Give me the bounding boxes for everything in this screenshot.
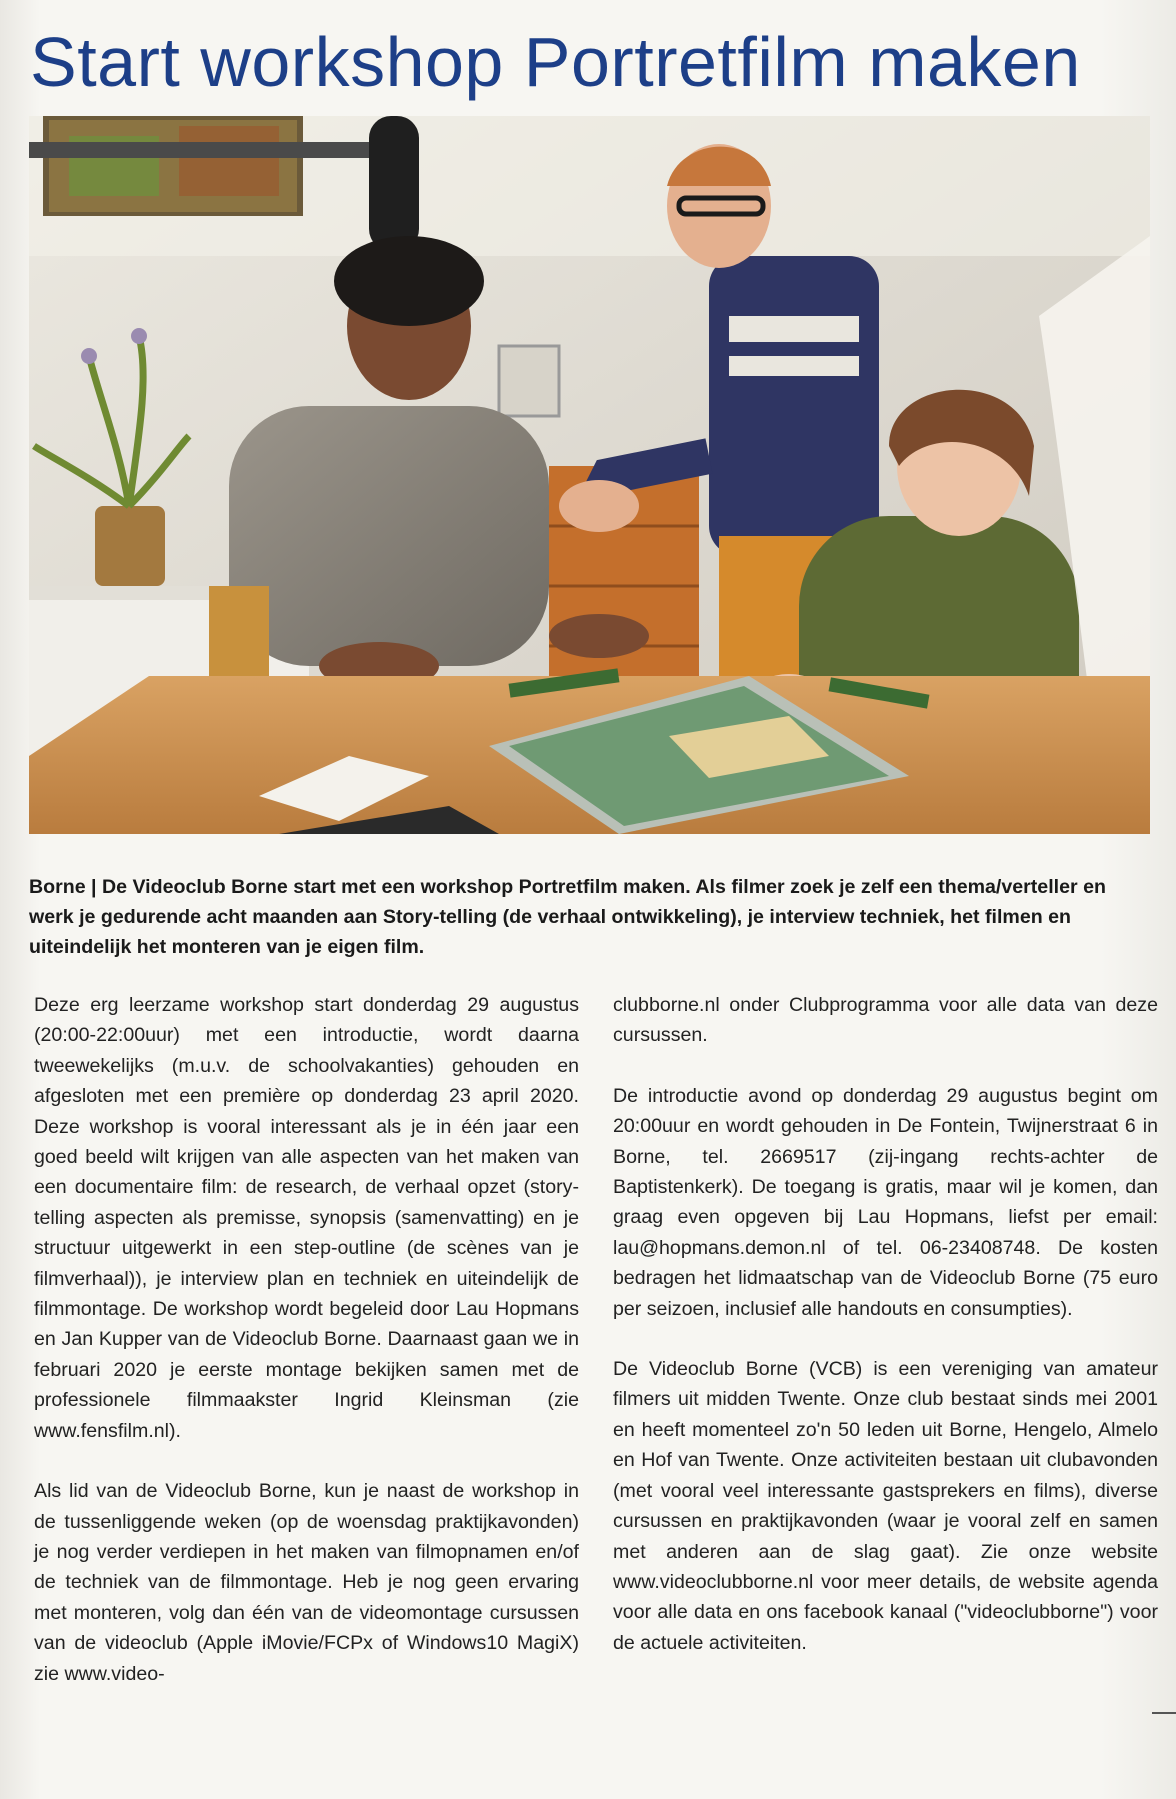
- article-photo: [29, 116, 1150, 834]
- article-paragraph: De introductie avond op donderdag 29 augustus begint om 20:00uur en wordt gehouden in De Fontein, Twijnerstraat 6 in Borne, tel. 2669517 (zij-ingang rechts-achter de Baptistenkerk). De toegang is gratis, maar wil je komen, dan graag even opgeven bij Lau Hopmans, liefst per email: lau@hopmans.demon.nl of tel. 06-23408748. De kosten bedragen het lidmaatschap van de Videoclub Borne (75 euro per seizoen, inclusief alle handouts en consumpties).: [613, 1084, 1158, 1320]
- scrabble-scene-illustration: [29, 116, 1150, 834]
- article-paragraph: De Videoclub Borne (VCB) is een vereniging van amateur filmers uit midden Twente. Onze club bestaat sinds mei 2001 en heeft momenteel zo'n 50 leden uit Borne, Hengelo, Almelo en Hof van Twente. Onze activiteiten bestaan uit clubavonden (met vooral veel interessante gastsprekers en films), diverse cursussen en praktijkavonden (waar je vooral zelf en samen met anderen aan de slag gaat). Zie onze website www.videoclubborne.nl voor meer details, de website agenda voor alle data en ons facebook kanaal ("videoclubborne") voor de actuele activiteiten.: [613, 1358, 1158, 1654]
- article-paragraph: clubborne.nl onder Clubprogramma voor alle data van deze cursussen.: [613, 994, 1158, 1047]
- article-paragraph: Als lid van de Videoclub Borne, kun je naast de workshop in de tussenliggende weken (op de woensdag praktijkavonden) je nog verder verdiepen in het maken van filmopnamen en/of de techniek van de filmmontage. Heb je nog geen ervaring met monteren, volg dan één van de videomontage cursussen van de videoclub (Apple iMovie/FCPx of Windows10 MagiX) zie www.video-: [34, 1480, 579, 1685]
- text-column-left: [34, 990, 579, 1719]
- page-edge-mark: [1152, 1712, 1176, 1714]
- article-lead: Borne | De Videoclub Borne start met een workshop Portretfilm maken. Als filmer zoek je zelf een thema/verteller en werk je gedurende acht maanden aan Story-telling (de verhaal ontwikkeling), je interview techniek, het filmen en uiteindelijk het monteren van je eigen film.: [29, 876, 1106, 958]
- article-paragraph: Deze erg leerzame workshop start donderdag 29 augustus (20:00-22:00uur) met een introductie, wordt daarna tweewekelijks (m.u.v. de schoolvakanties) gehouden en afgesloten met een première op donderdag 23 april 2020. Deze workshop is vooral interessant als je in één jaar een goed beeld wilt krijgen van alle aspecten van het maken van een documentaire film: de research, de verhaal opzet (story-telling aspecten als premisse, synopsis (samenvatting) en je structuur uitgewerkt in een step-outline (de scènes van je filmverhaal)), je interview plan en techniek en uiteindelijk de filmmontage. De workshop wordt begeleid door Lau Hopmans en Jan Kupper van de Videoclub Borne. Daarnaast gaan we in februari 2020 je eerste montage bekijken samen met de professionele filmmaakster Ingrid Kleinsman (zie www.fensfilm.nl).: [34, 994, 579, 1442]
- text-column-right: [613, 990, 1158, 1688]
- article-headline: Start workshop Portretfilm maken: [30, 23, 1081, 101]
